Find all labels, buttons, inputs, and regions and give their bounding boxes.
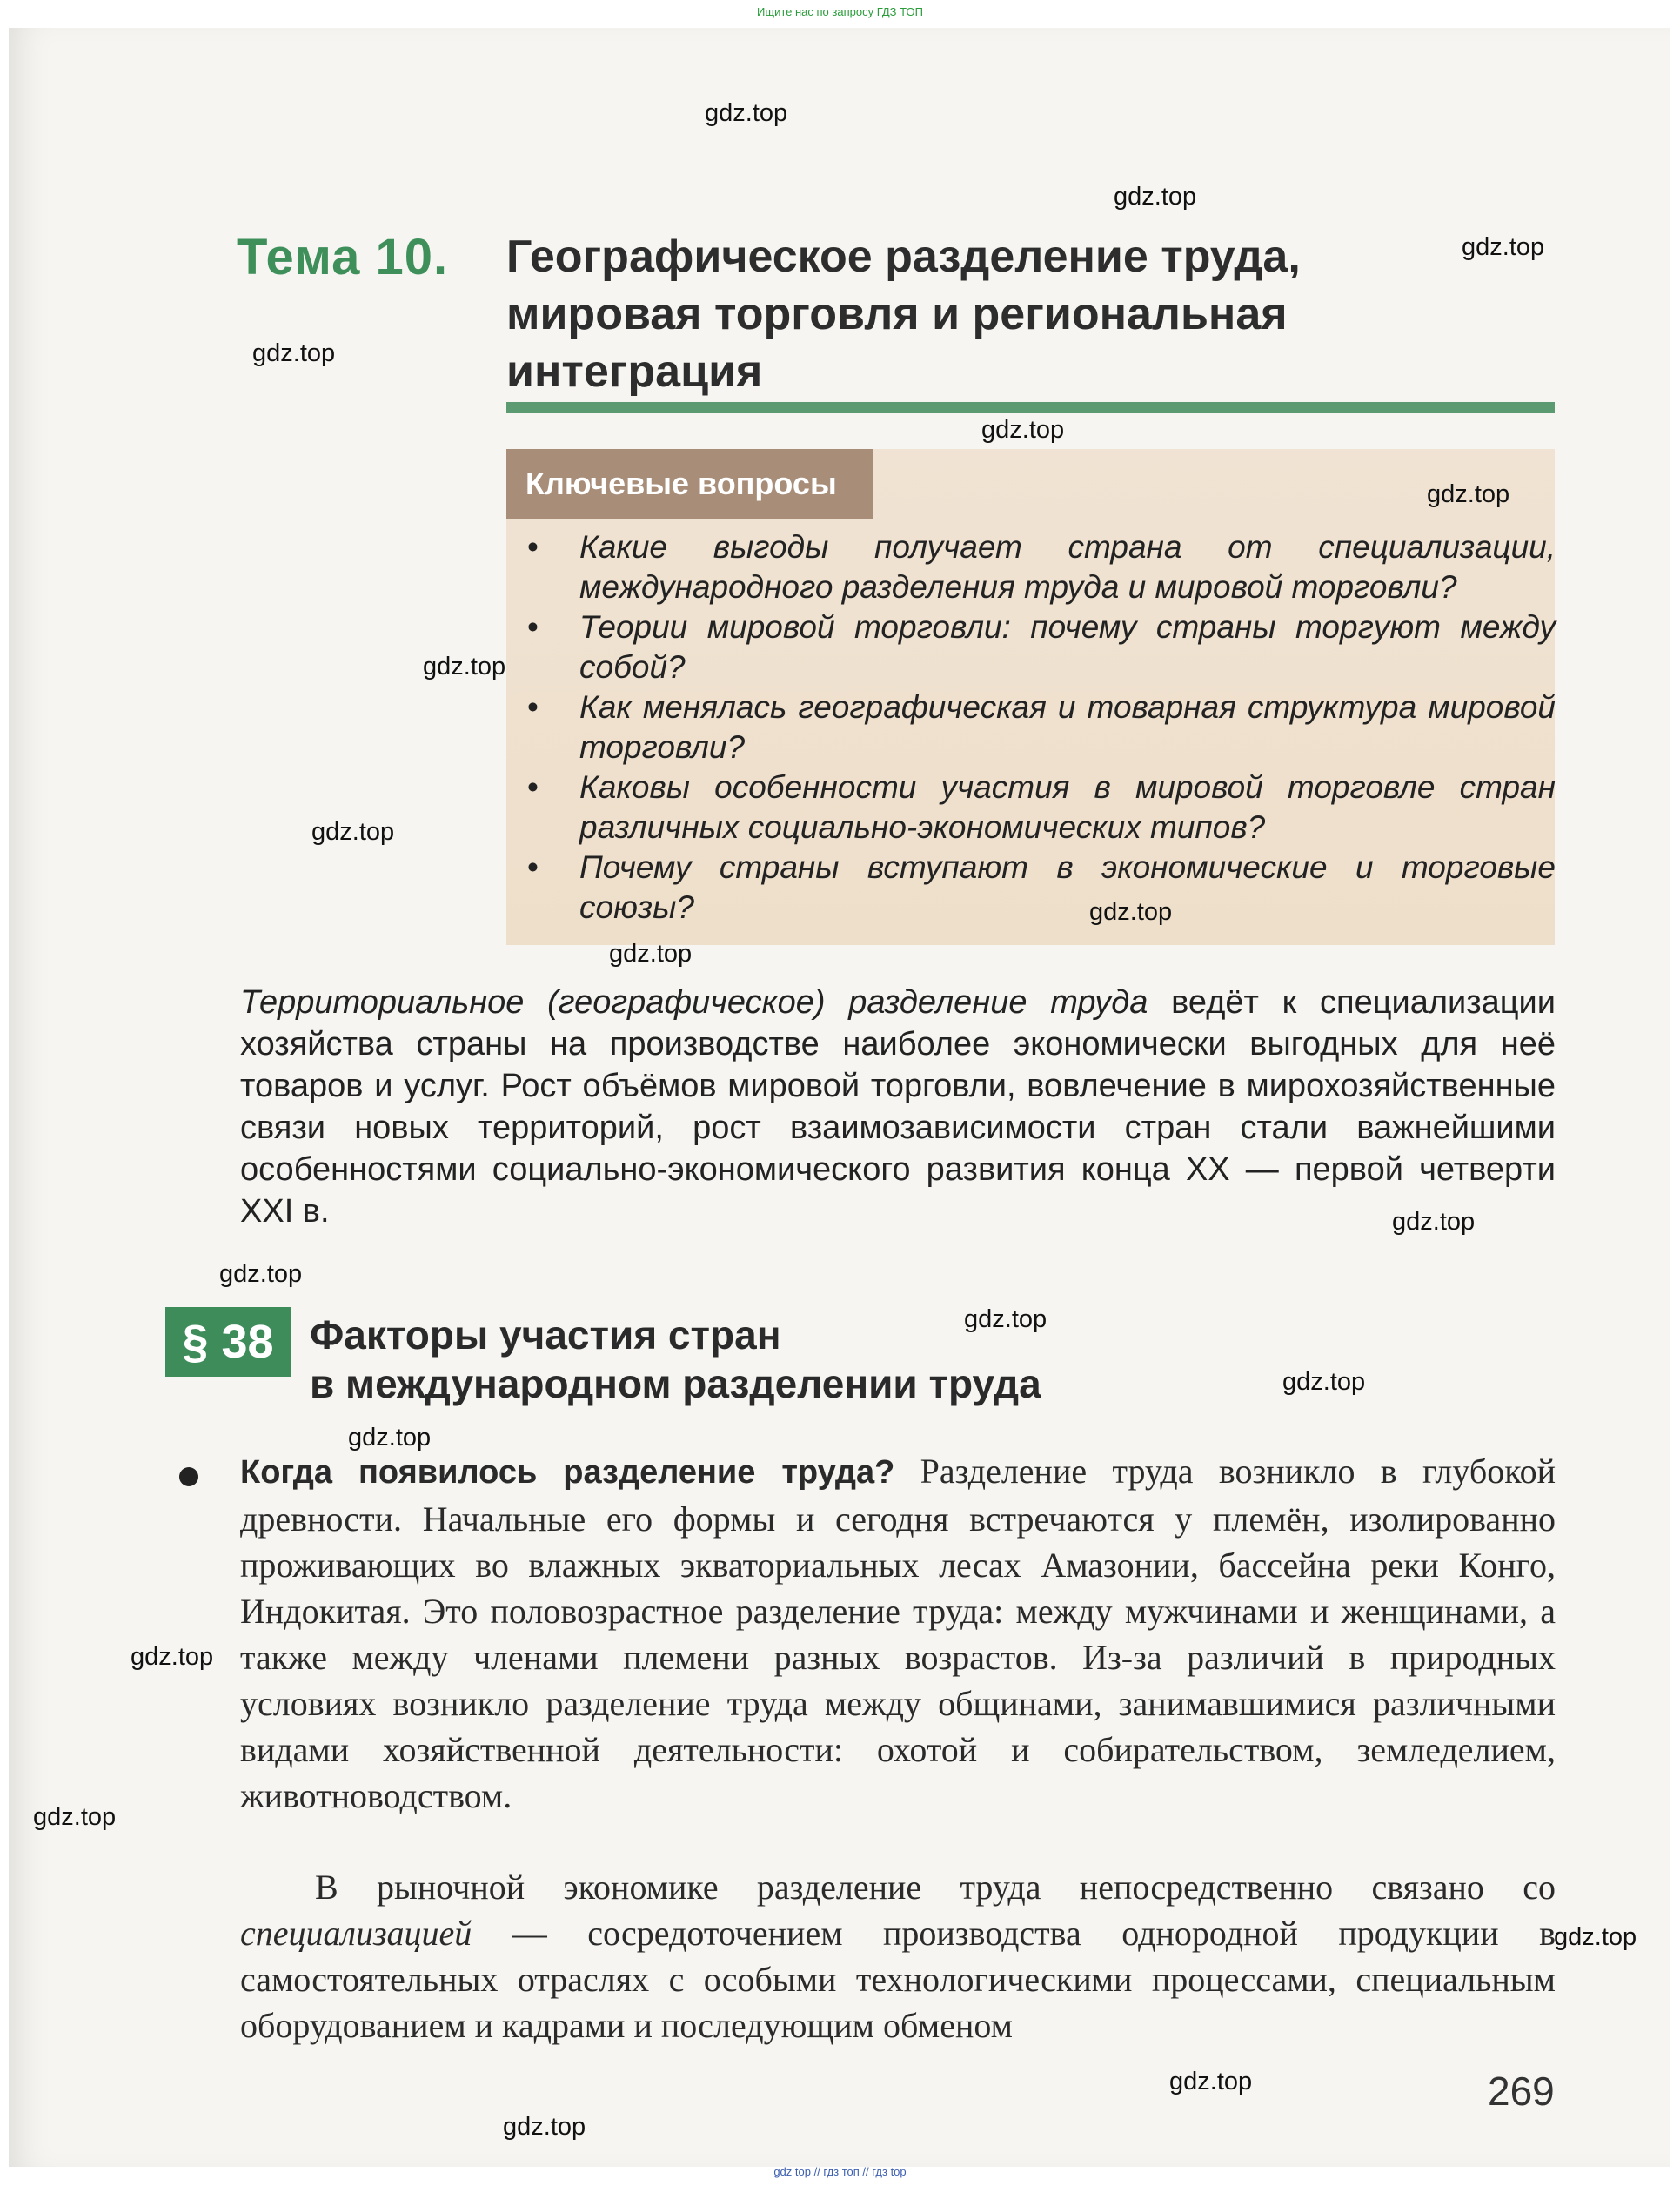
watermark: gdz.top bbox=[609, 940, 693, 968]
watermark: gdz.top bbox=[311, 818, 395, 846]
paragraph-text: Разделение труда возникло в глубокой древности. Начальные его формы и сегодня встречаются у племён, изолированно проживающих во влажных экваториальных лесах Амазонии, бассейна реки Конго, Индокитая. Это половозрастное разделение труда: между мужчинами и женщинами, а также между членами племени разных возрастов. Из-за различий в природных условиях возникло разделение труда между общинами, занимавшимися различными видами хозяйственной деятельности: охотой и собирательством, земледелием, животноводством. bbox=[240, 1452, 1556, 1815]
watermark: gdz.top bbox=[252, 339, 336, 367]
section-title-line: Факторы участия стран bbox=[310, 1312, 781, 1358]
key-question-item: • Почему страны вступают в экономические и торговые союзы? bbox=[527, 849, 1556, 925]
key-question-item: • Каковы особенности участия в мировой торговле стран различных социально-экономических типов? bbox=[527, 769, 1556, 845]
bullet-icon: • bbox=[527, 609, 539, 645]
watermark: gdz.top bbox=[503, 2113, 586, 2141]
intro-paragraph bbox=[240, 982, 1556, 1232]
bullet-icon: • bbox=[527, 689, 539, 725]
paragraph-text: В рыночной экономике разделение труда непосредственно связано со bbox=[315, 1867, 1556, 1907]
bullet-icon: • bbox=[527, 849, 539, 885]
watermark: gdz.top bbox=[1427, 480, 1510, 508]
watermark: gdz.top bbox=[1392, 1208, 1476, 1236]
topic-title-line: мировая торговля и региональная bbox=[506, 289, 1288, 339]
topic-title bbox=[506, 228, 1550, 400]
topic-title-line: Географическое разделение труда, bbox=[506, 231, 1301, 282]
topic-divider bbox=[506, 402, 1555, 413]
watermark: gdz.top bbox=[423, 653, 506, 681]
key-question-item: • Какие выгоды получает страна от специализации, международного разделения труда и мировой торговли? bbox=[527, 529, 1556, 605]
watermark: gdz.top bbox=[33, 1803, 117, 1831]
watermark: gdz.top bbox=[964, 1305, 1047, 1333]
watermark: gdz.top bbox=[1462, 233, 1545, 261]
watermark: gdz.top bbox=[1114, 183, 1197, 211]
body-paragraph-2 bbox=[240, 1864, 1556, 2049]
page-number: 269 bbox=[1488, 2069, 1555, 2114]
paragraph-bullet-icon bbox=[179, 1467, 198, 1486]
key-questions-list bbox=[527, 527, 1556, 928]
watermark: gdz.top bbox=[705, 99, 788, 127]
watermark: gdz.top bbox=[1282, 1368, 1366, 1396]
topic-title-line: интеграция bbox=[506, 346, 763, 397]
paragraph-lead-question: Когда появилось разделение труда? bbox=[240, 1454, 895, 1491]
footer-links: gdz top // гдз топ // гдз top bbox=[773, 2165, 907, 2178]
watermark: gdz.top bbox=[1089, 898, 1173, 926]
paragraph-text: — сосредоточением производства однородной продукции в самостоятельных отраслях с особыми технологическими процессами, специальным оборудованием и кадрами и последующим обменом bbox=[240, 1914, 1556, 2045]
section-title bbox=[310, 1311, 1354, 1408]
intro-text: ведёт к специализации хозяйства страны на производстве наиболее экономически выгодных для неё товаров и услуг. Рост объёмов мировой торговли, вовлечение в мирохозяйственные связи новых территорий, рост взаимозависимости стран стали важнейшими особенностями социально-экономического развития конца XX — первой четверти XXI в. bbox=[240, 984, 1556, 1230]
body-paragraph-1 bbox=[240, 1448, 1556, 1819]
watermark: gdz.top bbox=[131, 1643, 214, 1671]
watermark: gdz.top bbox=[1554, 1923, 1637, 1951]
section-number-badge: § 38 bbox=[165, 1307, 291, 1377]
key-question-item: • Как менялась географическая и товарная структура мировой торговли? bbox=[527, 689, 1556, 765]
intro-term: Территориальное (географическое) разделение труда bbox=[240, 984, 1148, 1021]
key-question-item: • Теории мировой торговли: почему страны торгуют между собой? bbox=[527, 609, 1556, 685]
watermark: gdz.top bbox=[1169, 2068, 1253, 2095]
watermark: gdz.top bbox=[981, 416, 1065, 444]
watermark: gdz.top bbox=[219, 1260, 303, 1288]
topic-label: Тема 10. bbox=[237, 229, 449, 285]
section-title-line: в международном разделении труда bbox=[310, 1361, 1041, 1406]
bullet-icon: • bbox=[527, 529, 539, 565]
bullet-icon: • bbox=[527, 769, 539, 805]
watermark: gdz.top bbox=[348, 1424, 432, 1452]
key-questions-heading: Ключевые вопросы bbox=[506, 449, 873, 519]
paragraph-term: специализацией bbox=[240, 1914, 472, 1953]
search-hint-banner: Ищите нас по запросу ГДЗ ТОП bbox=[757, 5, 923, 18]
